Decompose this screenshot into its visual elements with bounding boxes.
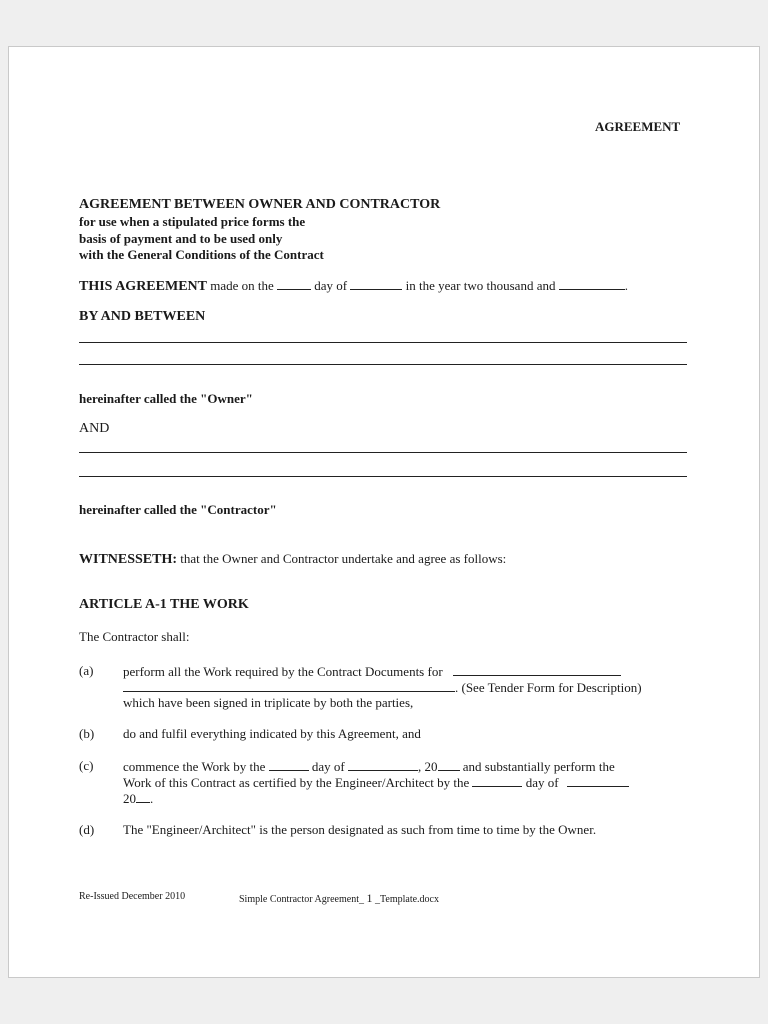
item-b-marker: (b) [79, 726, 95, 741]
item-a-text: perform all the Work required by the Contract Documents for [123, 664, 443, 679]
this-agreement-label: THIS AGREEMENT [79, 279, 207, 294]
item-c-line-3 [123, 790, 153, 807]
document-page [8, 46, 760, 978]
contractor-name-line-1[interactable] [79, 452, 687, 453]
certified-text: Work of this Contract as certified by the Engineer/Architect by the [123, 775, 473, 790]
and-label: AND [79, 421, 110, 436]
month-blank[interactable] [350, 277, 402, 290]
completion-month-blank[interactable] [567, 774, 629, 787]
day-of-text: day of [311, 278, 351, 293]
commence-text: commence the Work by the [123, 759, 269, 774]
year-blank[interactable] [559, 277, 625, 290]
owner-name-line-1[interactable] [79, 342, 687, 343]
by-and-between-heading: BY AND BETWEEN [79, 309, 206, 324]
article-intro: The Contractor shall: [79, 629, 190, 644]
witnesseth-label: WITNESSETH: [79, 552, 178, 567]
item-c-line-1 [123, 758, 615, 775]
item-a-line-1 [123, 663, 621, 680]
contractor-label: hereinafter called the "Contractor" [79, 502, 277, 517]
subtitle-line-1: for use when a stipulated price forms the [79, 214, 306, 229]
year-text: in the year two thousand and [402, 278, 559, 293]
item-c-marker: (c) [79, 758, 94, 773]
year-prefix-text: , 20 [418, 759, 438, 774]
item-b-text: do and fulfil everything indicated by this Agreement, and [123, 726, 421, 741]
owner-name-line-2[interactable] [79, 364, 687, 365]
item-d-text: The "Engineer/Architect" is the person designated as such from time to time by the Owner. [123, 822, 597, 837]
substantially-text: and substantially perform the [459, 759, 615, 774]
commence-year-blank[interactable] [438, 758, 460, 771]
footer-issued-date: Re-Issued December 2010 [79, 891, 186, 902]
item-a-marker: (a) [79, 663, 94, 678]
article-heading: ARTICLE A-1 THE WORK [79, 597, 249, 612]
agreement-made-line [79, 277, 628, 295]
agreement-header: AGREEMENT [595, 119, 681, 134]
item-a-line-3: which have been signed in triplicate by both the parties, [123, 695, 414, 710]
item-a-line-2 [123, 679, 642, 696]
item-c-line-2 [123, 774, 629, 791]
period: . [624, 278, 628, 293]
tender-form-note: . (See Tender Form for Description) [455, 680, 642, 695]
work-description-blank-1[interactable] [453, 663, 621, 676]
owner-label: hereinafter called the "Owner" [79, 391, 253, 406]
page-number: 1 [366, 891, 373, 905]
commence-day-blank[interactable] [269, 758, 309, 771]
doc-name-suffix: _Template.docx [374, 894, 439, 905]
witnesseth-line [79, 551, 506, 568]
witnesseth-text: that the Owner and Contractor undertake and agree as follows: [177, 551, 507, 566]
doc-name-prefix: Simple Contractor Agreement_ [239, 894, 364, 905]
day-of-text: day of [308, 759, 348, 774]
made-on-text: made on the [206, 278, 278, 293]
completion-day-blank[interactable] [472, 774, 522, 787]
commence-month-blank[interactable] [348, 758, 418, 771]
period-2: . [150, 791, 154, 806]
contractor-name-line-2[interactable] [79, 476, 687, 477]
completion-year-blank[interactable] [136, 790, 150, 803]
work-description-blank-2[interactable] [123, 679, 455, 692]
item-d-marker: (d) [79, 822, 95, 837]
year-prefix-text-2: 20 [123, 791, 136, 806]
subtitle-line-3: with the General Conditions of the Contract [79, 247, 324, 262]
day-blank[interactable] [277, 277, 311, 290]
footer-document-name [239, 891, 439, 906]
subtitle-line-2: basis of payment and to be used only [79, 231, 283, 246]
document-title: AGREEMENT BETWEEN OWNER AND CONTRACTOR [79, 197, 441, 212]
day-of-text-2: day of [522, 775, 559, 790]
